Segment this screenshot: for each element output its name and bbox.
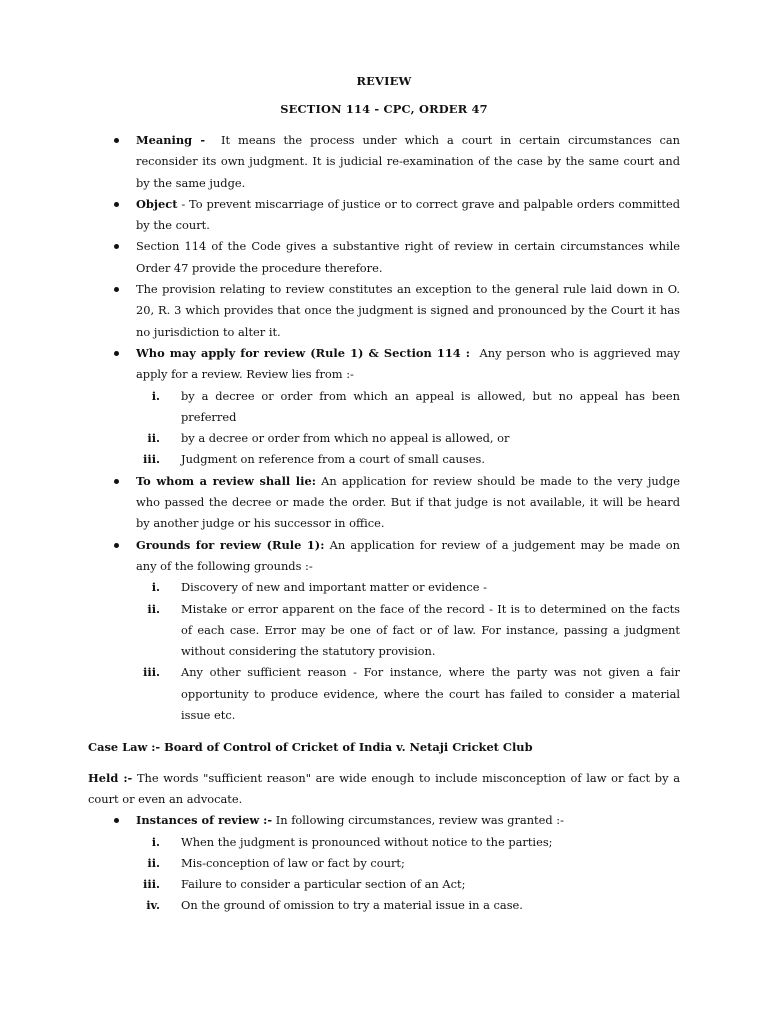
bullet-lead: To whom a review shall lie: (136, 473, 316, 488)
bullet-lead: Who may apply for review (Rule 1) & Section 114 : (136, 345, 470, 360)
list-number: iii. (143, 877, 160, 892)
list-text: by a decree or order from which no appeal is allowed, or (181, 431, 510, 446)
bullet-lead: Meaning - (136, 133, 206, 147)
case-law: Case Law :- Board of Control of Cricket of India v. Netaji Cricket Club (88, 740, 533, 755)
list-number: iii. (143, 452, 160, 467)
held-lead: Held :- (88, 770, 133, 785)
list-text: On the ground of omission to try a material issue in a case. (181, 898, 523, 913)
who-may-apply-list (136, 386, 680, 471)
bullet-instances (88, 810, 680, 916)
bullet-lead: Instances of review :- (136, 813, 273, 828)
list-text: Judgment on reference from a court of small causes. (181, 452, 485, 467)
list-item (136, 386, 680, 429)
bullet-text: An application for review should be made to the very judge who passed the decree or made the order. But if that judge is not available, it will be heard by another judge or his successor in office. (136, 473, 681, 531)
bullet-lead: Object (136, 196, 178, 211)
list-item (136, 853, 680, 874)
list-item (136, 449, 680, 470)
list-number: iv. (146, 898, 160, 913)
bullet-list-instances (88, 810, 680, 916)
held-paragraph (88, 768, 680, 811)
bullet-grounds (88, 535, 680, 727)
bullet-to-whom (88, 471, 680, 535)
list-item (136, 832, 680, 853)
bullet-section-114 (88, 236, 680, 279)
list-number: ii. (147, 855, 160, 870)
list-text: Mis-conception of law or fact by court; (181, 855, 405, 870)
list-text: by a decree or order from which an appeal is allowed, but no appeal has been preferred (181, 388, 680, 424)
bullet-list-main (88, 130, 680, 726)
list-item (136, 895, 680, 916)
bullet-text: Any person who is aggrieved may apply for a review. Review lies from :- (136, 345, 680, 382)
list-number: i. (151, 834, 160, 849)
list-number: ii. (147, 431, 160, 446)
list-item (136, 662, 680, 726)
held-text: The words "sufficient reason" are wide enough to include misconception of law or fact by a court or even an advocate. (88, 770, 680, 806)
bullet-text: In following circumstances, review was granted :- (275, 813, 564, 828)
bullet-text: It means the process under which a court in certain circumstances can reconsider its own judgment. It is judicial re-examination of the case by the same court and by the same judge. (136, 133, 680, 190)
bullet-meaning (88, 130, 680, 194)
instances-list (136, 832, 680, 917)
list-number: iii. (143, 665, 160, 680)
list-text: Any other sufficient reason - For instance, where the party was not given a fair opportunity to produce evidence, where the court has failed to consider a material issue etc. (181, 665, 680, 723)
list-number: i. (151, 580, 160, 595)
list-item (136, 599, 680, 663)
list-text: Discovery of new and important matter or evidence - (181, 580, 487, 595)
list-text: Mistake or error apparent on the face of the record - It is to determined on the facts of each case. Error may be one of fact or of law. For instance, passing a judgment without considering the statutory provision. (181, 601, 680, 659)
document-title: REVIEW (356, 74, 412, 88)
list-text: When the judgment is pronounced without notice to the parties; (181, 834, 553, 849)
bullet-provision (88, 279, 680, 343)
bullet-text: An application for review of a judgement may be made on any of the following grounds :- (136, 537, 681, 573)
list-item (136, 428, 680, 449)
bullet-text: The provision relating to review constitutes an exception to the general rule laid down in O. 20, R. 3 which provides that once the judgment is signed and pronounced by the Court it has no jurisdiction to alter it. (136, 282, 680, 339)
bullet-text: Section 114 of the Code gives a substantive right of review in certain circumstances while Order 47 provide the procedure therefore. (136, 239, 680, 275)
list-number: i. (151, 388, 160, 403)
document-subtitle: SECTION 114 - CPC, ORDER 47 (280, 102, 488, 116)
bullet-object (88, 194, 680, 237)
bullet-lead: Grounds for review (Rule 1): (136, 537, 325, 552)
list-number: ii. (147, 601, 160, 616)
bullet-who-may-apply (88, 343, 680, 471)
grounds-list (136, 577, 680, 726)
bullet-text: - To prevent miscarriage of justice or to correct grave and palpable orders committed by the court. (136, 196, 680, 233)
list-text: Failure to consider a particular section of an Act; (181, 877, 466, 892)
list-item (136, 577, 680, 598)
list-item (136, 874, 680, 895)
